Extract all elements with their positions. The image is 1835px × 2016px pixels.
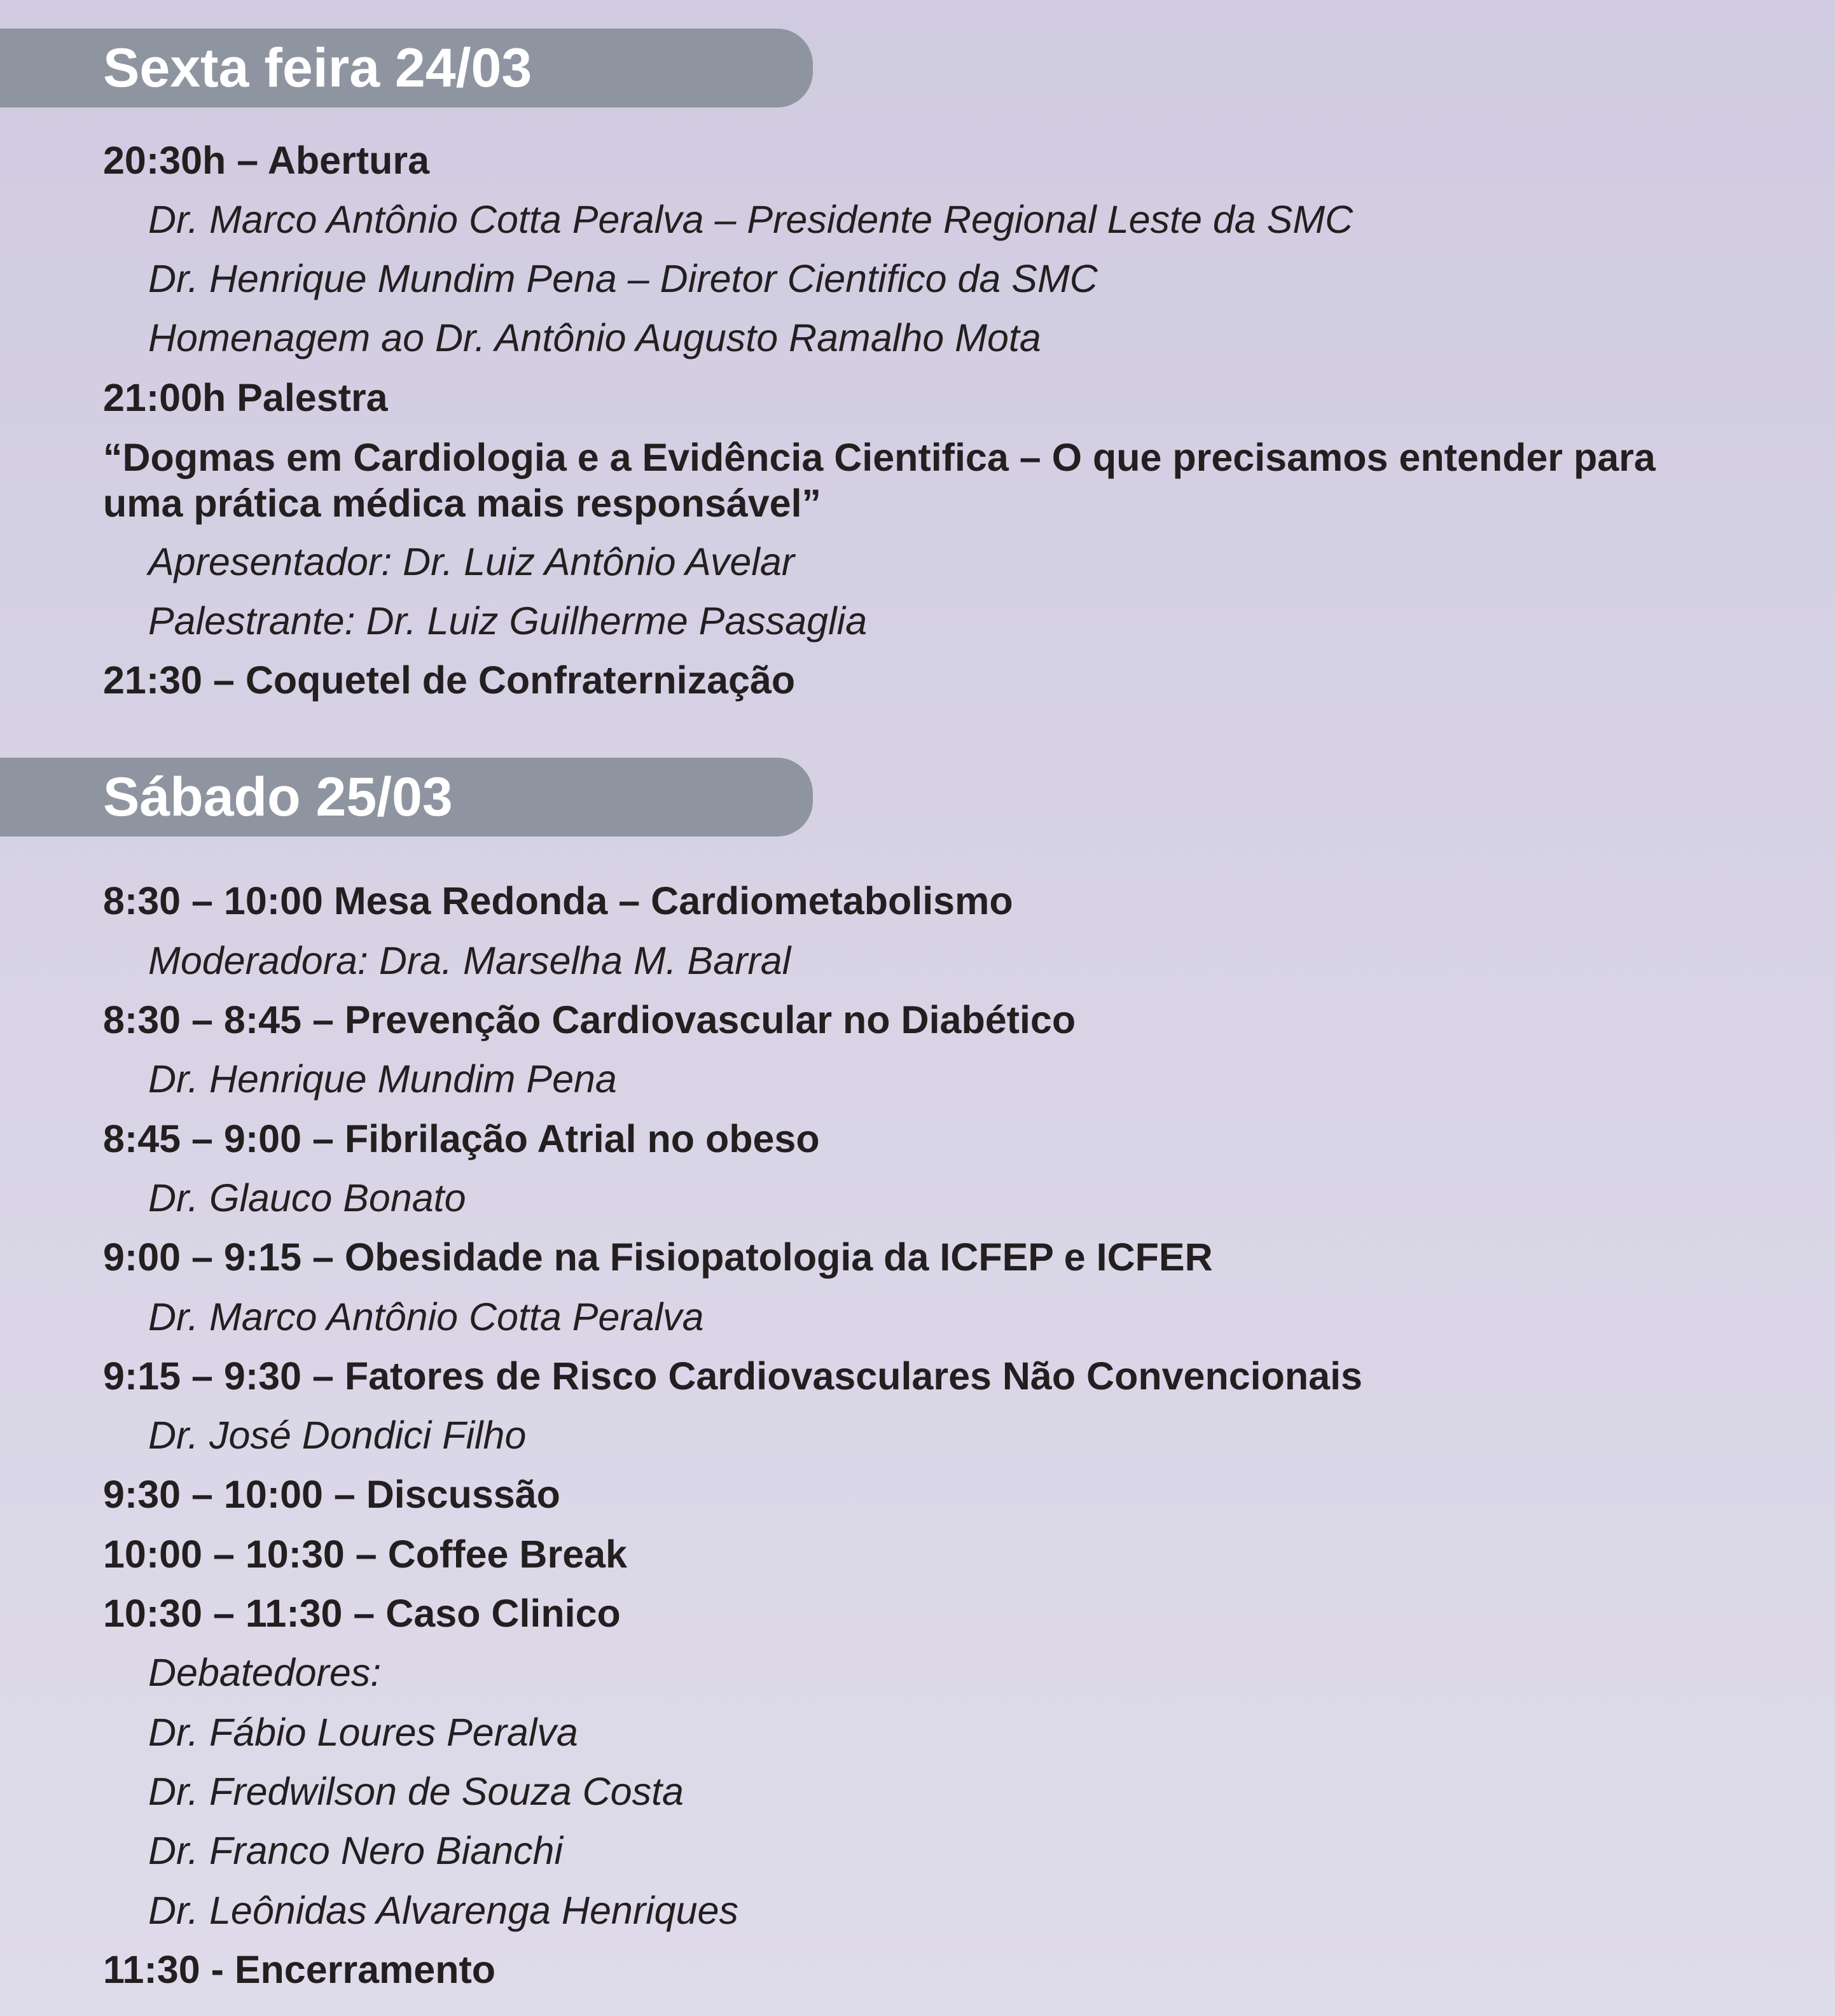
schedule-item-closing: 11:30 - Encerramento (103, 1948, 496, 1991)
schedule-item-coffee-break: 10:00 – 10:30 – Coffee Break (103, 1533, 627, 1576)
schedule-item-opening: 20:30h – Abertura (103, 139, 430, 182)
debater-line: Dr. Fredwilson de Souza Costa (148, 1770, 684, 1813)
presenter-line: Apresentador: Dr. Luiz Antônio Avelar (148, 540, 795, 583)
schedule-item-cocktail: 21:30 – Coquetel de Confraternização (103, 658, 796, 702)
speaker-line: Dr. Henrique Mundim Pena (148, 1057, 617, 1101)
schedule-item: 8:30 – 8:45 – Prevenção Cardiovascular no Diabético (103, 998, 1076, 1041)
schedule-item-round-table: 8:30 – 10:00 Mesa Redonda – Cardiometabolismo (103, 879, 1013, 922)
schedule-item: 9:15 – 9:30 – Fatores de Risco Cardiovasculares Não Convencionais (103, 1354, 1362, 1398)
schedule-item: 8:45 – 9:00 – Fibrilação Atrial no obeso (103, 1117, 820, 1160)
schedule-item-discussion: 9:30 – 10:00 – Discussão (103, 1473, 560, 1516)
schedule-item-lecture: 21:00h Palestra (103, 376, 388, 419)
debater-line: Dr. Franco Nero Bianchi (148, 1829, 564, 1872)
debater-line: Dr. Fábio Loures Peralva (148, 1711, 578, 1754)
day-title: Sexta feira 24/03 (103, 38, 532, 99)
lecture-title: “Dogmas em Cardiologia e a Evidência Cientifica – O que precisamos entender para uma prática médica mais responsável” (103, 436, 1656, 525)
tribute-line: Homenagem ao Dr. Antônio Augusto Ramalho Mota (148, 316, 1041, 359)
debaters-label: Debatedores: (148, 1651, 382, 1694)
speaker-line: Dr. Marco Antônio Cotta Peralva (148, 1295, 704, 1338)
day-header-saturday (0, 758, 813, 837)
schedule-item: 9:00 – 9:15 – Obesidade na Fisiopatologia da ICFEP e ICFER (103, 1235, 1213, 1279)
day-title: Sábado 25/03 (103, 767, 453, 828)
speaker-line: Dr. José Dondici Filho (148, 1414, 527, 1457)
debater-line: Dr. Leônidas Alvarenga Henriques (148, 1889, 738, 1932)
speaker-line: Dr. Glauco Bonato (148, 1176, 466, 1220)
schedule-item-clinical-case: 10:30 – 11:30 – Caso Clinico (103, 1592, 621, 1635)
speaker-line: Dr. Henrique Mundim Pena – Diretor Cientifico da SMC (148, 257, 1098, 300)
moderator-line: Moderadora: Dra. Marselha M. Barral (148, 939, 791, 982)
day-header-friday (0, 29, 813, 108)
speaker-line: Dr. Marco Antônio Cotta Peralva – Presidente Regional Leste da SMC (148, 198, 1354, 241)
lecturer-line: Palestrante: Dr. Luiz Guilherme Passaglia (148, 599, 868, 643)
